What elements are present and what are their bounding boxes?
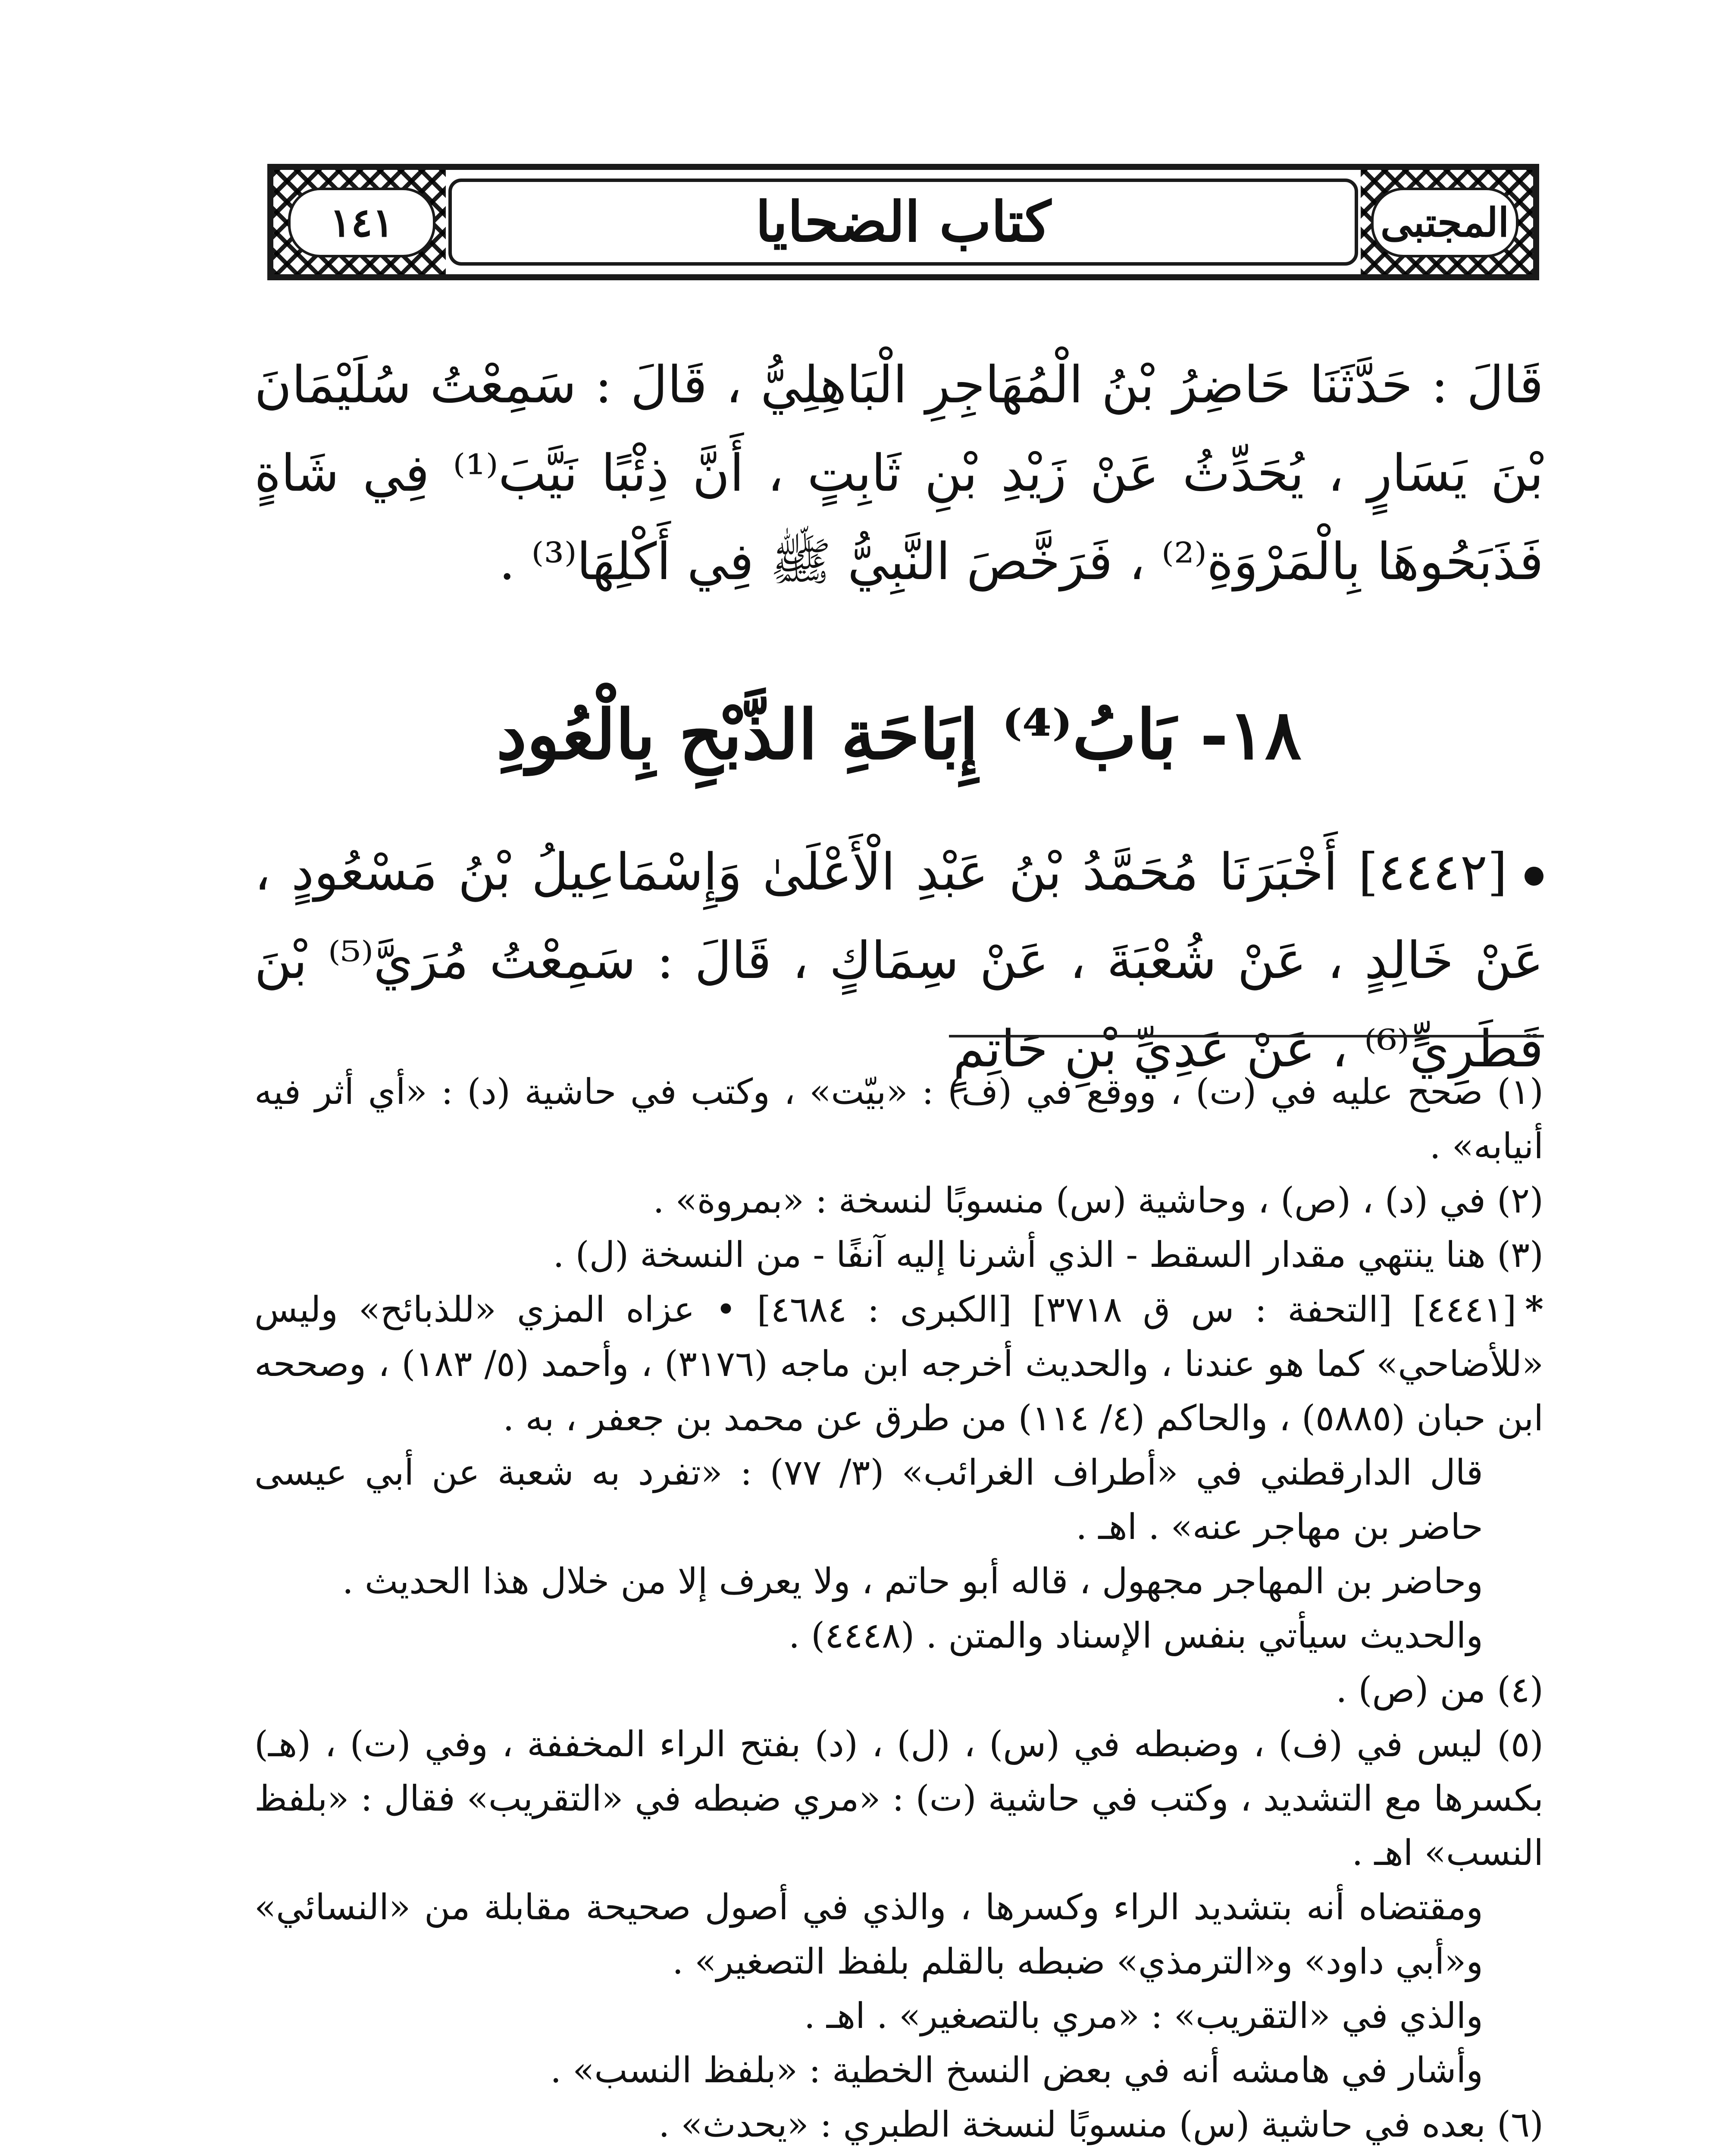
footnote-3: (٣) هنا ينتهي مقدار السقط - الذي أشرنا إليه آنفًا - من النسخة (ل) . (553, 1235, 1543, 1275)
footnote-1: (١) صحح عليه في (ت) ، ووقع في (ف) : «بيّت» ، وكتب في حاشية (د) : «أي أثر فيه أنيابه» . (254, 1072, 1543, 1167)
footnote-5: (٥) ليس في (ف) ، وضبطه في (س) ، (ل) ، (د) بفتح الراء المخففة ، وفي (ت) ، (هـ) بكسرها مع التشديد ، وكتب في حاشية (ت) : «مري ضبطه في «التقريب» فقال : «بلفظ النسب» اهـ . (254, 1724, 1543, 1874)
star-icon: * (1525, 1289, 1543, 1330)
footnote-2: (٢) في (د) ، (ص) ، وحاشية (س) منسوبًا لنسخة : «بمروة» . (653, 1180, 1543, 1221)
bullet-icon (1525, 867, 1543, 886)
footnote-6: (٦) بعده في حاشية (س) منسوبًا لنسخة الطبري : «يحدث» . (658, 2104, 1543, 2145)
footnote-5-continuation: ومقتضاه أنه بتشديد الراء وكسرها ، والذي في أصول صحيحة مقابلة من «النسائي» و«أبي داود» و«الترمذي» ضبطه بالقلم بلفظ التصغير» . (254, 1887, 1483, 1982)
takhrij-note: وحاضر بن المهاجر مجهول ، قاله أبو حاتم ، ولا يعرف إلا من خلال هذا الحديث . (342, 1561, 1483, 1602)
page-header (267, 164, 1539, 280)
takhrij-4441 (254, 1282, 1543, 1446)
footnote-5-taqrib: والذي في «التقريب» : «مري بالتصغير» . اهـ . (804, 1996, 1483, 2037)
takhrij-crossref: والحديث سيأتي بنفس الإسناد والمتن . (٤٤٤٨) . (788, 1615, 1483, 1656)
hadith-4442 (254, 828, 1543, 1093)
book-title: كتاب الضحايا (755, 190, 1051, 254)
hadith-text: [٤٤٤٢] أَخْبَرَنَا مُحَمَّدُ بْنُ عَبْدِ الْأَعْلَىٰ وَإِسْمَاعِيلُ بْنُ مَسْعُودٍ ، عَنْ خَالِدٍ ، عَنْ شُعْبَةَ ، عَنْ سِمَاكٍ ، قَالَ : سَمِعْتُ مُرَيَّ⁽⁵⁾ بْنَ قَطَرِيٍّ⁽⁶⁾ ، عَنْ عَدِيِّ بْنِ حَاتِمٍ (254, 842, 1543, 1078)
footnote-separator (949, 1035, 1544, 1037)
takhrij-text: [٤٤٤١] [التحفة : س ق ٣٧١٨] [الكبرى : ٤٦٨٤] • عزاه المزي «للذبائح» وليس «للأضاحي» كما هو عندنا ، والحديث أخرجه ابن ماجه (٣١٧٦) ، وأحمد (٥/ ١٨٣) ، وصححه ابن حبان (٥٨٨٥) ، والحاكم (٤/ ١١٤) من طرق عن محمد بن جعفر ، به . (254, 1289, 1543, 1439)
footnotes (254, 1065, 1543, 2152)
takhrij-daraqutni: قال الدارقطني في «أطراف الغرائب» (٣/ ٧٧) : «تفرد به شعبة عن أبي عيسى حاضر بن مهاجر عنه» . اهـ . (254, 1452, 1483, 1548)
chapter-heading: ١٨- بَابُ⁽⁴⁾ إِبَاحَةِ الذَّبْحِ بِالْعُودِ (496, 695, 1302, 775)
page-number: ١٤١ (288, 188, 435, 257)
footnote-4: (٤) من (ص) . (1336, 1670, 1543, 1711)
footnote-5-margin: وأشار في هامشه أنه في بعض النسخ الخطية : «بلفظ النسب» . (550, 2050, 1483, 2091)
hadith-continuation: قَالَ : حَدَّثَنَا حَاضِرُ بْنُ الْمُهَاجِرِ الْبَاهِلِيُّ ، قَالَ : سَمِعْتُ سُلَيْمَانَ بْنَ يَسَارٍ ، يُحَدِّثُ عَنْ زَيْدِ بْنِ ثَابِتٍ ، أَنَّ ذِئْبًا نَيَّبَ⁽¹⁾ فِي شَاةٍ فَذَبَحُوهَا بِالْمَرْوَةِ⁽²⁾ ، فَرَخَّصَ النَّبِيُّ ﷺ فِي أَكْلِهَا⁽³⁾ . (254, 355, 1544, 591)
series-name: المجتبى (1371, 188, 1518, 257)
